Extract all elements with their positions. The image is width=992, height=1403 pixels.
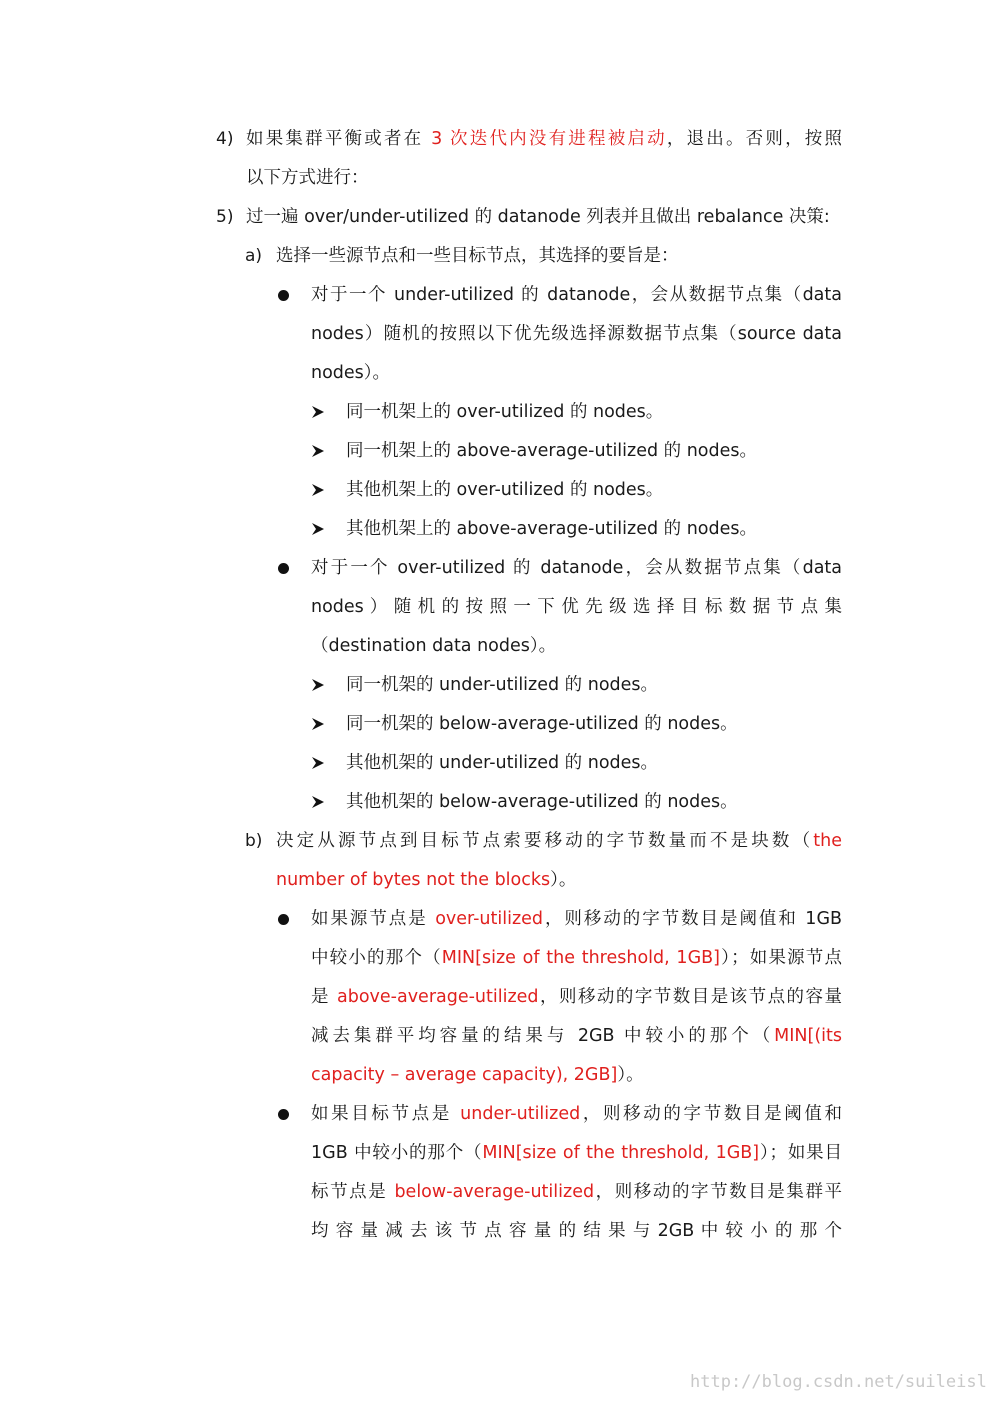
arrow-bullet-icon (311, 444, 325, 458)
bullet-3-line-2: 中较小的那个（MIN[size of the threshold, 1GB]）；如果源节点 (311, 948, 842, 968)
bullet-4-line-1: 如果目标节点是 under-utilized，则移动的字节数目是阈值和 (311, 1104, 843, 1124)
bullet-1-line-1: 对于一个 under-utilized 的 datanode，会从数据节点集（data (311, 285, 842, 305)
arrow-bullet-icon (311, 483, 325, 497)
bullet-1-sub-3: 其他机架上的 over-utilized 的 nodes。 (346, 480, 664, 500)
bullet-2-line-2: nodes ） 随 机 的 按 照 一 下 优 先 级 选 择 目 标 数 据 节 点 集 (311, 597, 842, 617)
bullet-4-line-4: 均 容 量 减 去 该 节 点 容 量 的 结 果 与 2GB 中 较 小 的 那 个 (311, 1221, 842, 1241)
bullet-3-line-3: 是 above-average-utilized，则移动的字节数目是该节点的容量 (311, 987, 842, 1007)
bullet-3-dot (278, 914, 289, 925)
bullet-1-dot (278, 290, 289, 301)
arrow-bullet-icon (311, 522, 325, 536)
arrow-bullet-icon (311, 717, 325, 731)
item-4-line-1: 如果集群平衡或者在 3 次迭代内没有进程被启动，退出。否则，按照 (246, 129, 843, 149)
bullet-2-sub-4: 其他机架的 below-average-utilized 的 nodes。 (346, 792, 738, 812)
arrow-bullet-icon (311, 405, 325, 419)
item-b-marker: b) (245, 831, 263, 851)
bullet-4-line-2: 1GB 中较小的那个（MIN[size of the threshold, 1GB]）；如果目 (311, 1143, 842, 1163)
bullet-3-line-5: capacity – average capacity), 2GB]）。 (311, 1065, 644, 1085)
item-4-marker: 4) (216, 129, 234, 149)
bullet-2-sub-2: 同一机架的 below-average-utilized 的 nodes。 (346, 714, 738, 734)
item-b-line-1: 决定从源节点到目标节点索要移动的字节数量而不是块数（the (276, 831, 842, 851)
item-5-marker: 5) (216, 207, 234, 227)
bullet-2-sub-3: 其他机架的 under-utilized 的 nodes。 (346, 753, 659, 773)
bullet-2-dot (278, 563, 289, 574)
bullet-2-line-3: （destination data nodes）。 (311, 636, 557, 656)
item-a-marker: a) (245, 246, 263, 266)
bullet-2-sub-1: 同一机架的 under-utilized 的 nodes。 (346, 675, 659, 695)
arrow-bullet-icon (311, 756, 325, 770)
item-a-line-1: 选择一些源节点和一些目标节点，其选择的要旨是： (276, 246, 679, 266)
arrow-bullet-icon (311, 795, 325, 809)
bullet-4-dot (278, 1109, 289, 1120)
bullet-1-line-2: nodes）随机的按照以下优先级选择源数据节点集（source data (311, 324, 842, 344)
bullet-1-sub-2: 同一机架上的 above-average-utilized 的 nodes。 (346, 441, 758, 461)
watermark: http://blog.csdn.net/suileisl (690, 1372, 987, 1392)
item-b-line-2: number of bytes not the blocks）。 (276, 870, 577, 890)
bullet-1-line-3: nodes）。 (311, 363, 391, 383)
item-4-line-2: 以下方式进行： (246, 168, 369, 188)
bullet-4-line-3: 标节点是 below-average-utilized，则移动的字节数目是集群平 (311, 1182, 843, 1202)
arrow-bullet-icon (311, 678, 325, 692)
bullet-3-line-4: 减去集群平均容量的结果与 2GB 中较小的那个（MIN[(its (311, 1026, 842, 1046)
bullet-3-line-1: 如果源节点是 over-utilized，则移动的字节数目是阈值和 1GB (311, 909, 843, 929)
bullet-1-sub-1: 同一机架上的 over-utilized 的 nodes。 (346, 402, 664, 422)
bullet-2-line-1: 对于一个 over-utilized 的 datanode，会从数据节点集（data (311, 558, 842, 578)
item-5-line-1: 过一遍 over/under-utilized 的 datanode 列表并且做出 rebalance 决策: (246, 207, 830, 227)
bullet-1-sub-4: 其他机架上的 above-average-utilized 的 nodes。 (346, 519, 758, 539)
